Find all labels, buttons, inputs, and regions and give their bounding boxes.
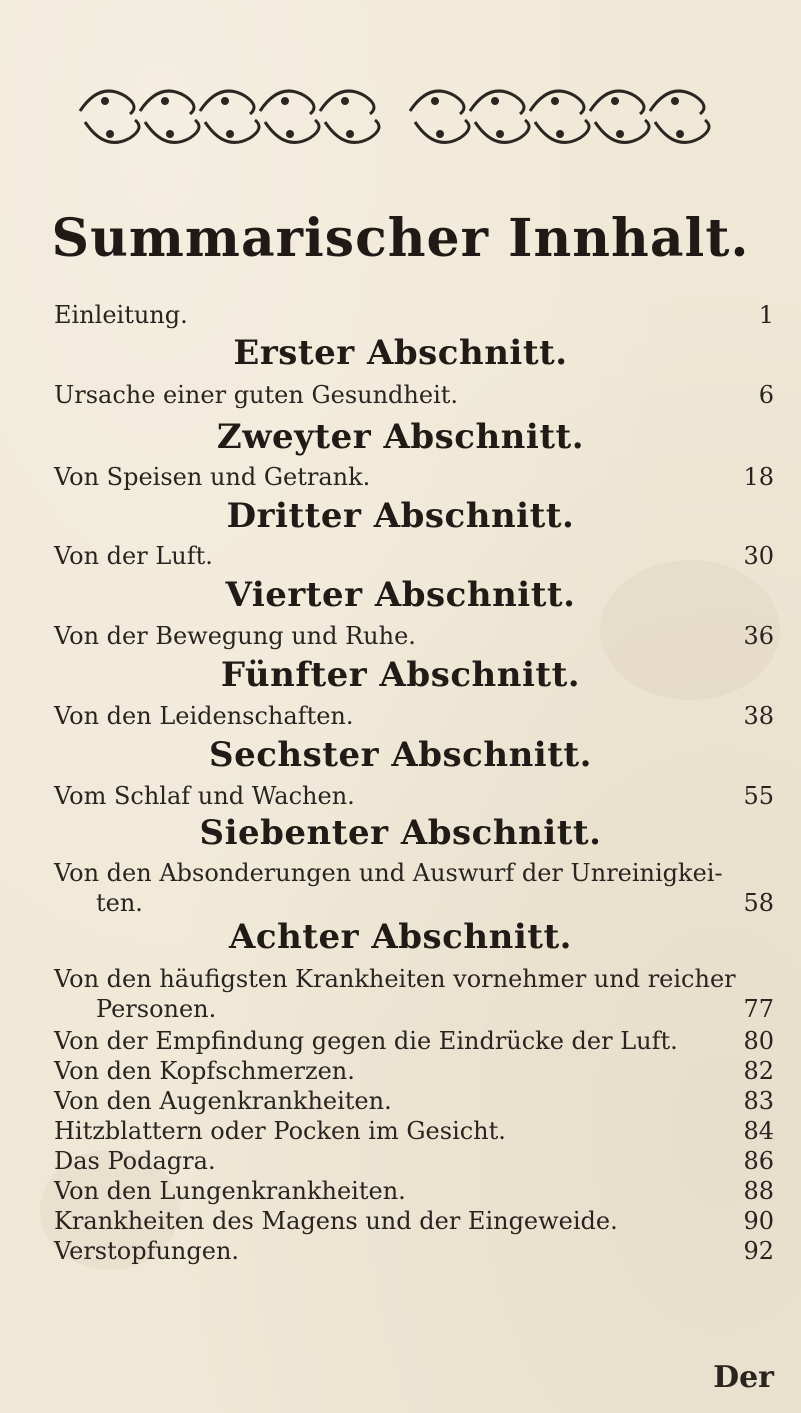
toc-entry-label: Von den Lungenkrankheiten. bbox=[54, 1177, 406, 1205]
toc-page-number: 84 bbox=[743, 1117, 774, 1145]
toc-entry-label-continued: ten. bbox=[96, 889, 143, 917]
toc-page-number: 92 bbox=[743, 1237, 774, 1265]
toc-entry bbox=[54, 380, 774, 410]
toc-page-number: 1 bbox=[758, 301, 774, 329]
toc-entry-label: Hitzblattern oder Pocken im Gesicht. bbox=[54, 1117, 506, 1145]
toc-entry bbox=[54, 1026, 774, 1056]
toc-entry-label: Verstopfungen. bbox=[54, 1237, 240, 1265]
toc-entry bbox=[54, 1086, 774, 1116]
toc-entry-label: Von den Augenkrankheiten. bbox=[54, 1087, 392, 1115]
toc-entry-label-continued: Personen. bbox=[96, 995, 217, 1023]
catchword: Der bbox=[713, 1360, 774, 1395]
toc-entry-label: Krankheiten des Magens und der Eingeweide. bbox=[54, 1207, 618, 1235]
toc-page-number: 83 bbox=[743, 1087, 774, 1115]
toc-page-number: 80 bbox=[743, 1027, 774, 1055]
ornament-band-bottom bbox=[70, 112, 730, 158]
toc-page-number: 55 bbox=[743, 782, 774, 810]
toc-entry bbox=[54, 781, 774, 811]
section-heading: Zweyter Abschnitt. bbox=[216, 417, 585, 457]
toc-entry bbox=[54, 1236, 774, 1266]
toc-page-number: 30 bbox=[743, 542, 774, 570]
section-heading: Achter Abschnitt. bbox=[229, 917, 572, 957]
section-heading: Siebenter Abschnitt. bbox=[199, 813, 602, 853]
toc-page-number: 58 bbox=[743, 889, 774, 917]
toc-entry-label: Von der Empfindung gegen die Eindrücke der Luft. bbox=[54, 1027, 678, 1055]
page-title: Summarischer Innhalt. bbox=[51, 208, 750, 269]
toc-page-number: 86 bbox=[743, 1147, 774, 1175]
toc-page-number: 82 bbox=[743, 1057, 774, 1085]
toc-entry bbox=[54, 1146, 774, 1176]
toc-entry-label: Von der Bewegung und Ruhe. bbox=[54, 622, 416, 650]
toc-page-number: 77 bbox=[743, 995, 774, 1023]
toc-entry-label: Von den Leidenschaften. bbox=[54, 702, 354, 730]
toc-entry bbox=[54, 1116, 774, 1146]
toc-entry bbox=[54, 701, 774, 731]
toc-entry-label: Ursache einer guten Gesundheit. bbox=[54, 381, 459, 409]
toc-entry bbox=[54, 541, 774, 571]
toc-entry-wrapped bbox=[54, 858, 774, 920]
toc-entry-label: Vom Schlaf und Wachen. bbox=[54, 782, 355, 810]
toc-entry-label: Einleitung. bbox=[54, 301, 188, 329]
toc-entry bbox=[54, 621, 774, 651]
section-heading: Fünfter Abschnitt. bbox=[220, 655, 581, 695]
toc-page-number: 18 bbox=[743, 463, 774, 491]
toc-entry bbox=[54, 1056, 774, 1086]
toc-page-number: 6 bbox=[758, 381, 774, 409]
toc-entry-label: Das Podagra. bbox=[54, 1147, 216, 1175]
toc-entry-label: Von Speisen und Getrank. bbox=[54, 463, 371, 491]
toc-entry bbox=[54, 462, 774, 492]
toc-entry-label: Von der Luft. bbox=[54, 542, 213, 570]
toc-page-number: 90 bbox=[743, 1207, 774, 1235]
toc-entry-wrapped bbox=[54, 964, 774, 1026]
toc-entry bbox=[54, 1176, 774, 1206]
section-heading: Sechster Abschnitt. bbox=[209, 735, 592, 775]
toc-page-number: 88 bbox=[743, 1177, 774, 1205]
section-heading: Erster Abschnitt. bbox=[233, 333, 568, 373]
toc-entry bbox=[54, 1206, 774, 1236]
toc-page-number: 36 bbox=[743, 622, 774, 650]
section-heading: Vierter Abschnitt. bbox=[225, 575, 576, 615]
toc-entry-label: Von den Absonderungen und Auswurf der Unreinigkei- bbox=[54, 859, 723, 887]
toc-page-number: 38 bbox=[743, 702, 774, 730]
toc-entry-label: Von den Kopfschmerzen. bbox=[54, 1057, 355, 1085]
section-heading: Dritter Abschnitt. bbox=[226, 496, 575, 536]
toc-entry-label: Von den häufigsten Krankheiten vornehmer und reicher bbox=[54, 965, 736, 993]
toc-entry-intro bbox=[54, 300, 774, 330]
